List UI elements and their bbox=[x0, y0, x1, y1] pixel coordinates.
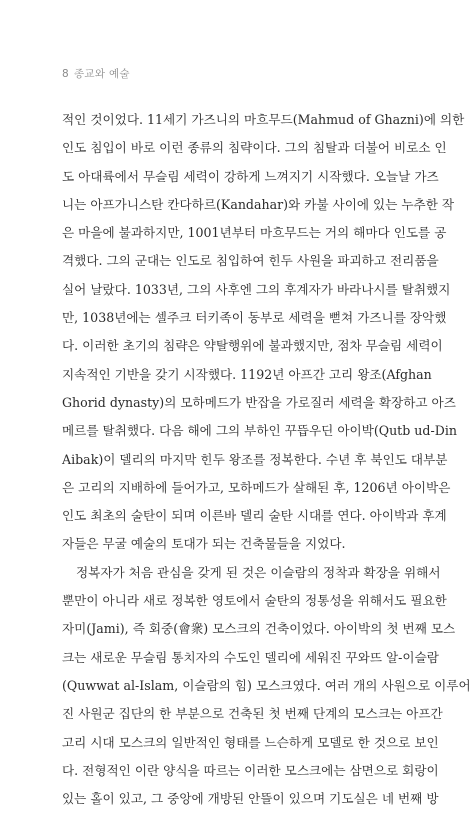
text-line: 지속적인 기반을 갖기 시작했다. 1192년 아프간 고리 왕조(Afghan bbox=[62, 366, 432, 382]
text-line: 인도 최초의 술탄이 되며 이른바 델리 술탄 시대를 연다. 아이박과 후계 bbox=[62, 508, 447, 524]
text-line: 니는 아프가니스탄 칸다하르(Kandahar)와 카불 사이에 있는 누추한 작 bbox=[62, 196, 455, 212]
running-head bbox=[62, 66, 130, 81]
text-line: 다. 이러한 초기의 침략은 약탈행위에 불과했지만, 점차 무슬림 세력이 bbox=[62, 338, 443, 354]
text-line: Aibak)이 델리의 마지막 힌두 왕조를 정복한다. 수년 후 북인도 대부분 bbox=[62, 451, 448, 467]
text-line: 있는 홀이 있고, 그 중앙에 개방된 안뜰이 있으며 기도실은 네 번째 방 bbox=[62, 791, 439, 807]
text-line: 크는 새로운 무슬림 통치자의 수도인 델리에 세워진 꾸와뜨 알-이슬람 bbox=[62, 649, 439, 665]
text-line: 도 아대륙에서 무슬림 세력이 강하게 느껴지기 시작했다. 오늘날 가즈 bbox=[62, 168, 439, 184]
text-line: 정복자가 처음 관심을 갖게 된 것은 이슬람의 정착과 확장을 위해서 bbox=[76, 564, 441, 580]
text-line: 메르를 탈취했다. 다음 해에 그의 부하인 꾸뜹우딘 아이박(Qutb ud-Din bbox=[62, 423, 457, 439]
page-number: 8 bbox=[62, 68, 69, 80]
text-line: 자들은 무굴 예술의 토대가 되는 건축물들을 지었다. bbox=[62, 536, 346, 552]
text-line: 다. 전형적인 이란 양식을 따르는 이러한 모스크에는 삼면으로 회랑이 bbox=[62, 762, 439, 778]
body-text bbox=[62, 106, 471, 813]
text-line: 만, 1038년에는 셀주크 터키족이 동부로 세력을 뻗쳐 가즈니를 장악했 bbox=[62, 310, 447, 326]
text-line: 은 마을에 불과하지만, 1001년부터 마흐무드는 거의 해마다 인도를 공 bbox=[62, 225, 447, 241]
text-line: 인도 침입이 바로 이런 종류의 침략이다. 그의 침탈과 더불어 비로소 인 bbox=[62, 140, 447, 156]
text-line: 자미(Jami), 즉 회중(會衆) 모스크의 건축이었다. 아이박의 첫 번째 모스 bbox=[62, 621, 456, 637]
text-line: 진 사원군 집단의 한 부분으로 건축된 첫 번째 단계의 모스크는 아프간 bbox=[62, 706, 443, 722]
text-line: 뿐만이 아니라 새로 정복한 영토에서 술탄의 정통성을 위해서도 필요한 bbox=[62, 593, 447, 609]
text-line: 은 고리의 지배하에 들어가고, 모하메드가 살해된 후, 1206년 아이박은 bbox=[62, 479, 451, 495]
chapter-title: 종교와 예술 bbox=[73, 68, 130, 80]
text-line: Ghorid dynasty)의 모하메드가 반잡을 가로질러 세력을 확장하고 아즈 bbox=[62, 394, 456, 410]
text-line: 격했다. 그의 군대는 인도로 침입하여 힌두 사원을 파괴하고 전리품을 bbox=[62, 253, 439, 269]
paragraph bbox=[62, 106, 465, 559]
text-line: 적인 것이었다. 11세기 가즈니의 마흐무드(Mahmud of Ghazni)에 의한 bbox=[62, 112, 465, 127]
paragraph bbox=[62, 559, 471, 813]
text-line: 실어 날랐다. 1033년, 그의 사후엔 그의 후계자가 바라나시를 탈취했지 bbox=[62, 281, 451, 297]
text-line: (Quwwat al-Islam, 이슬람의 힘) 모스크였다. 여러 개의 사원으로 이루어 bbox=[62, 677, 471, 693]
text-line: 고리 시대 모스크의 일반적인 형태를 느슨하게 모델로 한 것으로 보인 bbox=[62, 734, 439, 750]
